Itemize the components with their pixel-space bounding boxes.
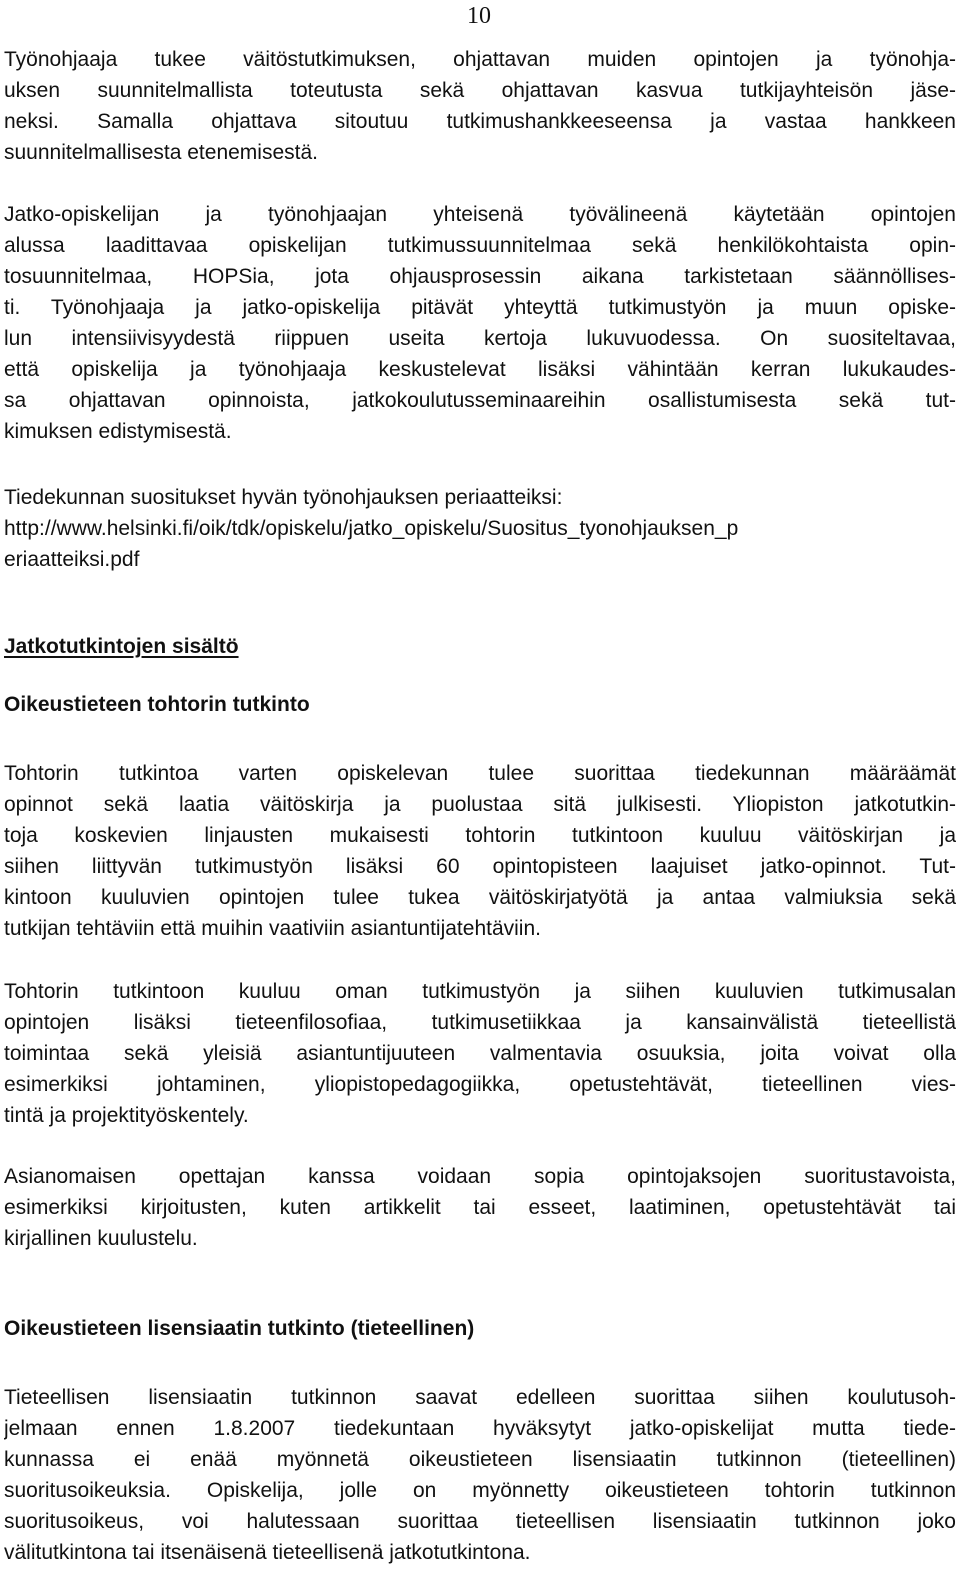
text-line: Tohtorin tutkintoon kuuluu oman tutkimustyön ja siihen kuuluvien tutkimusalan [4,980,956,1003]
text-line: Työnohjaaja tukee väitöstutkimuksen, ohjattavan muiden opintojen ja työnohja- [4,48,956,71]
paragraph-licentiate [4,1382,956,1568]
text-line: siihen liittyvän tutkimustyön lisäksi 60 opintopisteen laajuiset jatko-opinnot. Tut- [4,855,956,878]
text-line: toja koskevien linjausten mukaisesti tohtorin tutkintoon kuuluu väitöskirjan ja [4,824,956,847]
text-line: Tieteellisen lisensiaatin tutkinnon saavat edelleen suorittaa siihen koulutusoh- [4,1386,956,1409]
text-line: opintojen lisäksi tieteenfilosofiaa, tutkimusetiikkaa ja kansainvälistä tieteellistä [4,1011,956,1034]
text-line: opinnot sekä laatia väitöskirja ja puolustaa sitä julkisesti. Yliopiston jatkotutkin- [4,793,956,816]
subsection-heading-licentiate: Oikeustieteen lisensiaatin tutkinto (tieteellinen) [4,1317,475,1340]
text-line: kintoon kuuluvien opintojen tulee tukea väitöskirjatyötä ja antaa valmiuksia sekä [4,886,956,909]
page-number: 10 [467,3,491,29]
subsection-heading-doctorate: Oikeustieteen tohtorin tutkinto [4,693,310,716]
text-line: välitutkintona tai itsenäisenä tieteellisenä jatkotutkintona. [4,1541,531,1564]
text-line: suunnitelmallisesta etenemisestä. [4,141,318,164]
text-line: Asianomaisen opettajan kanssa voidaan sopia opintojaksojen suoritustavoista, [4,1165,956,1188]
paragraph-doctorate-contents [4,976,956,1131]
text-line: suoritusoikeuksia. Opiskelija, jolle on myönnetty oikeustieteen tohtorin tutkinnon [4,1479,956,1502]
text-line: kimuksen edistymisestä. [4,420,232,443]
text-line: Tohtorin tutkintoa varten opiskelevan tulee suorittaa tiedekunnan määräämät [4,762,956,785]
text-line: ti. Työnohjaaja ja jatko-opiskelija pitävät yhteyttä tutkimustyön ja muun opiske- [4,296,956,319]
text-line: sa ohjattavan opinnoista, jatkokoulutusseminaareihin osallistumisesta sekä tut- [4,389,956,412]
text-line: esimerkiksi kirjoitusten, kuten artikkelit tai esseet, laatiminen, opetustehtävät tai [4,1196,956,1219]
text-line: uksen suunnitelmallista toteutusta sekä ohjattavan kasvua tutkijayhteisön jäse- [4,79,956,102]
section-heading: Jatkotutkintojen sisältö [4,635,239,658]
text-line: kirjallinen kuulustelu. [4,1227,198,1250]
paragraph-supervisor-support [4,44,956,168]
text-line: kunnassa ei enää myönnetä oikeustieteen lisensiaatin tutkinnon (tieteellinen) [4,1448,956,1471]
text-line: alussa laadittavaa opiskelijan tutkimussuunnitelmaa sekä henkilökohtaista opin- [4,234,956,257]
text-line: suoritusoikeus, voi halutessaan suorittaa tieteellisen lisensiaatin tutkinnon joko [4,1510,956,1533]
text-line: tutkijan tehtäviin että muihin vaativiin asiantuntijatehtäviin. [4,917,541,940]
text-line: lun intensiivisyydestä riippuen useita kertoja lukuvuodessa. On suositeltavaa, [4,327,956,350]
text-line: tosuunnitelmaa, HOPSia, jota ohjausprosessin aikana tarkistetaan säännöllises- [4,265,956,288]
text-line: tintä ja projektityöskentely. [4,1104,249,1127]
text-line: toimintaa sekä yleisiä asiantuntijuuteen valmentavia osuuksia, joita voivat olla [4,1042,956,1065]
paragraph-recommendations-link [4,482,956,575]
paragraph-doctorate-requirements [4,758,956,944]
text-line: Jatko-opiskelijan ja työnohjaajan yhteisenä työvälineenä käytetään opintojen [4,203,956,226]
url-line[interactable]: http://www.helsinki.fi/oik/tdk/opiskelu/jatko_opiskelu/Suositus_tyonohjauksen_p [4,517,739,540]
text-line: että opiskelija ja työnohjaaja keskustelevat lisäksi vähintään kerran lukukaudes- [4,358,956,381]
text-line: neksi. Samalla ohjattava sitoutuu tutkimushankkeeseensa ja vastaa hankkeen [4,110,956,133]
paragraph-research-plan [4,199,956,447]
text-line: esimerkiksi johtaminen, yliopistopedagogiikka, opetustehtävät, tieteellinen vies- [4,1073,956,1096]
text-line: Tiedekunnan suositukset hyvän työnohjauksen periaatteiksi: [4,486,563,509]
text-line: jelmaan ennen 1.8.2007 tiedekuntaan hyväksytyt jatko-opiskelijat mutta tiede- [4,1417,956,1440]
paragraph-study-methods [4,1161,956,1254]
url-line[interactable]: eriaatteiksi.pdf [4,548,140,571]
